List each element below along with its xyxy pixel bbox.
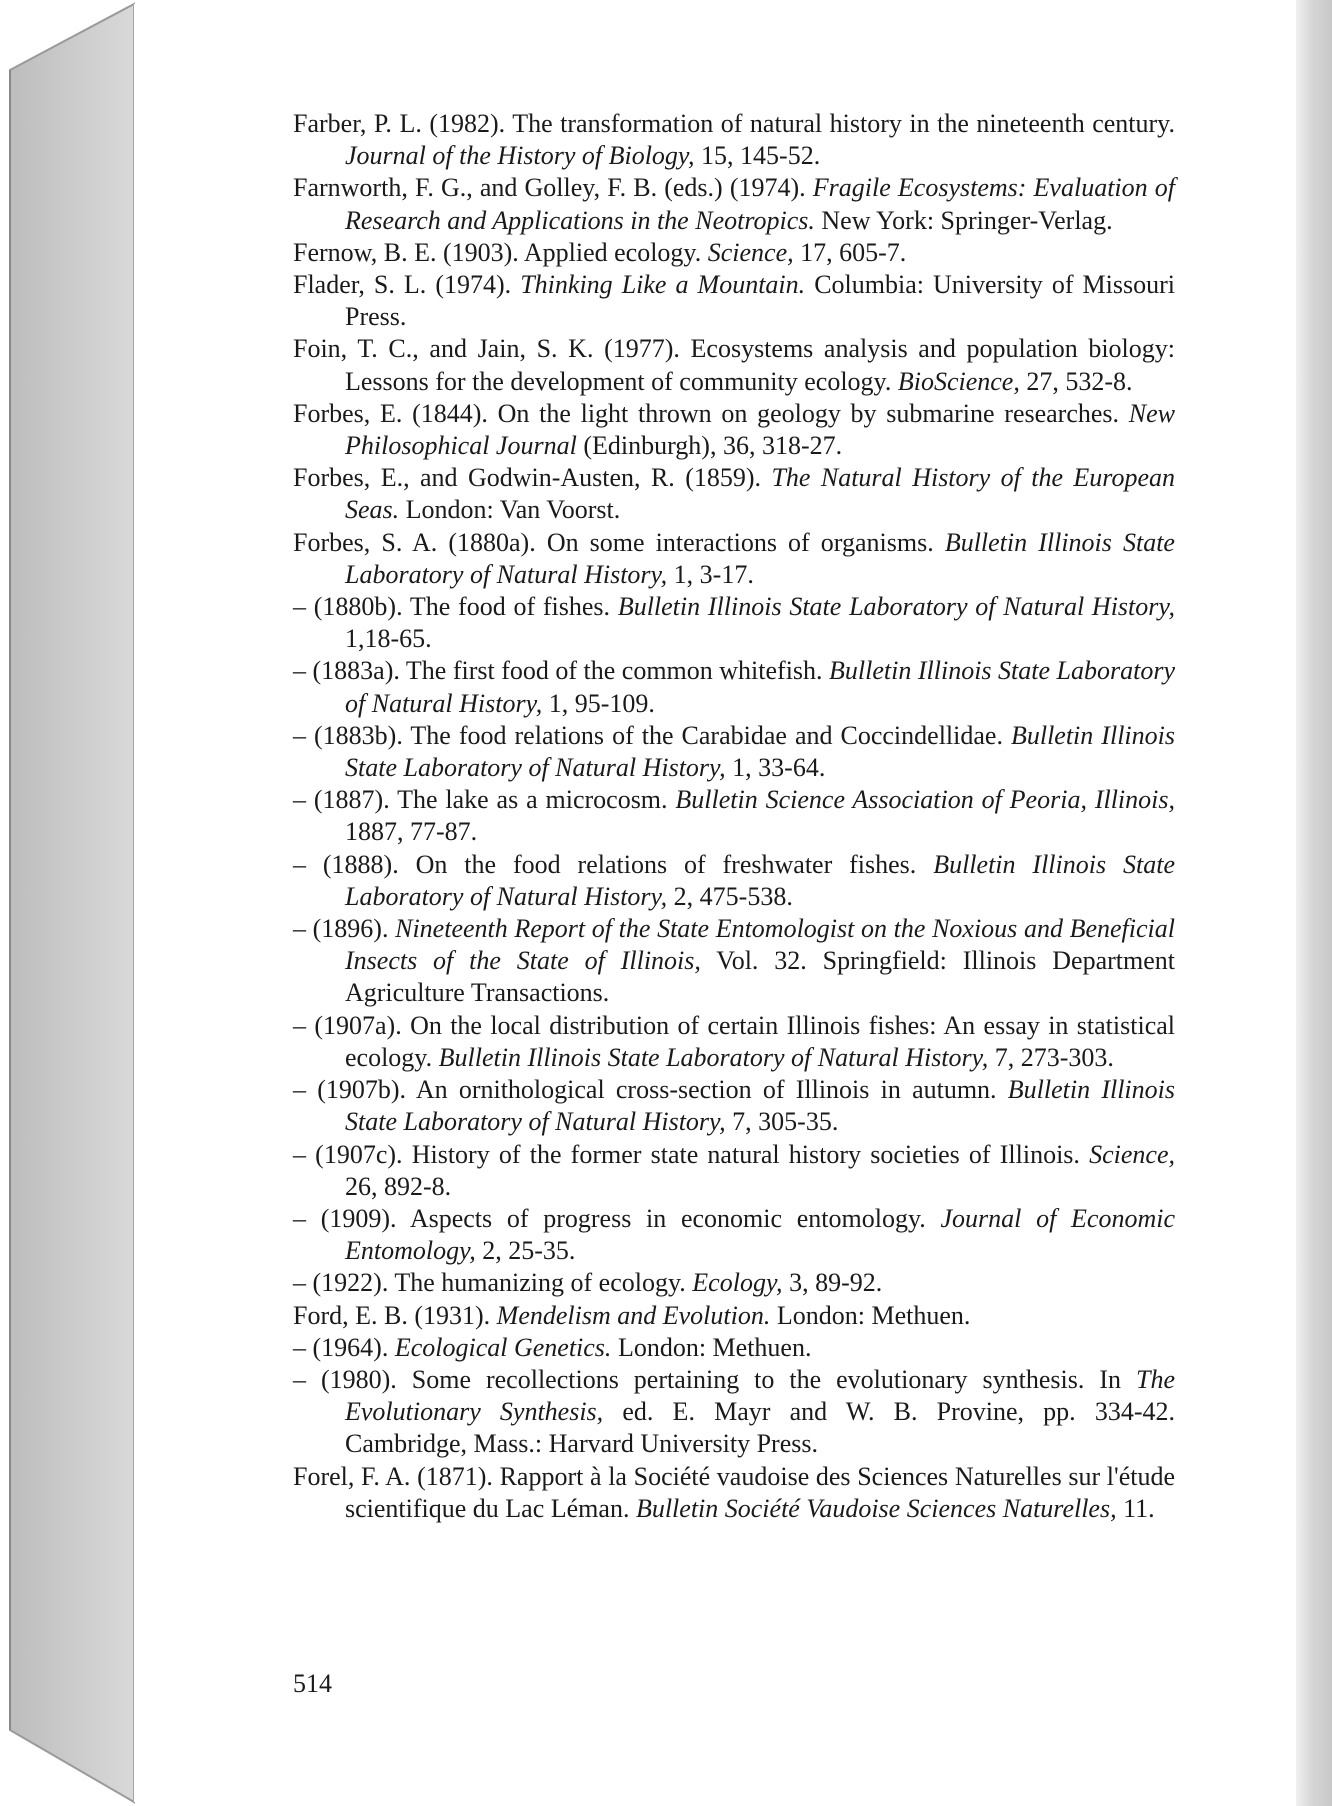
reference-text: – (1896). — [293, 914, 396, 944]
reference-title: Bulletin Illinois State Laboratory of Natural History, — [345, 849, 1175, 911]
page-number: 514 — [293, 1669, 332, 1698]
reference-title: New Philosophical Journal — [345, 398, 1175, 461]
reference-text: Flader, S. L. (1974). — [293, 270, 521, 300]
reference-details: 2, 475-538. — [667, 881, 793, 911]
reference-text: Farnworth, F. G., and Golley, F. B. (eds.) (1974). — [293, 173, 813, 203]
reference-details: ed. E. Mayr and W. B. Provine, pp. 334-42. Cambridge, Mass.: Harvard University Press. — [345, 1397, 1176, 1459]
reference-entry — [293, 1010, 1175, 1074]
reference-text: Forbes, E., and Godwin-Austen, R. (1859). — [293, 463, 772, 493]
reference-text: – (1888). On the food relations of freshwater fishes. — [293, 849, 934, 879]
reference-details: London: Methuen. — [611, 1332, 812, 1362]
reference-text: – (1909). Aspects of progress in economic entomology. — [293, 1203, 941, 1233]
reference-text: – (1907a). On the local distribution of certain Illinois fishes: An essay in statistical ecology. — [293, 1010, 1175, 1072]
reference-entry — [293, 913, 1175, 1010]
reference-title: The Natural History of the European Seas. — [345, 463, 1175, 525]
reference-entry — [293, 655, 1175, 719]
reference-title: Journal of the History of Biology, — [345, 141, 695, 171]
reference-title: Bulletin Science Association of Peoria, Illinois, — [675, 785, 1175, 815]
reference-title: Science, — [707, 237, 794, 267]
reference-entry — [293, 1074, 1175, 1138]
reference-title: Ecological Genetics. — [394, 1332, 612, 1362]
reference-details: 3, 89-92. — [782, 1268, 883, 1298]
reference-title: Bulletin Illinois State Laboratory of Natural History, — [345, 1075, 1175, 1137]
reference-details: London: Van Voorst. — [399, 495, 621, 525]
reference-entry — [293, 1139, 1175, 1203]
reference-title: Nineteenth Report of the State Entomologist on the Noxious and Beneficial Insects of the State of Illinois, — [345, 914, 1175, 976]
reference-entry — [293, 784, 1175, 848]
reference-details: 2, 25-35. — [475, 1236, 576, 1266]
reference-entry — [293, 1267, 1175, 1299]
reference-text: Forbes, S. A. (1880a). On some interactions of organisms. — [293, 527, 945, 557]
reference-text: Fernow, B. E. (1903). Applied ecology. — [293, 237, 708, 267]
reference-text: Farber, P. L. (1982). The transformation of natural history in the nineteenth century. — [293, 109, 1175, 138]
reference-title: Bulletin Illinois State Laboratory of Natural History, — [345, 720, 1175, 783]
reference-details: 1, 3-17. — [667, 559, 754, 589]
reference-text: Foin, T. C., and Jain, S. K. (1977). Ecosystems analysis and population biology: Lessons for the development of community ecology. — [293, 334, 1175, 396]
reference-entry — [293, 527, 1175, 591]
reference-entry — [293, 720, 1175, 784]
reference-text: – (1880b). The food of fishes. — [293, 592, 618, 622]
reference-text: – (1883b). The food relations of the Carabidae and Coccindellidae. — [293, 720, 1011, 750]
reference-details: 1,18-65. — [345, 624, 432, 654]
reference-text: – (1883a). The first food of the common whitefish. — [293, 656, 830, 686]
reference-entry — [293, 237, 1175, 269]
reference-text: – (1907b). An ornithological cross-section of Illinois in autumn. — [293, 1075, 1008, 1105]
reference-title: The Evolutionary Synthesis, — [345, 1364, 1175, 1427]
reference-title: Journal of Economic Entomology, — [345, 1203, 1175, 1266]
reference-text: – (1907c). History of the former state natural history societies of Illinois. — [293, 1139, 1090, 1169]
reference-text: – (1964). — [293, 1332, 395, 1362]
reference-list — [293, 108, 1175, 1525]
reference-details: Columbia: University of Missouri Press. — [345, 270, 1175, 332]
reference-text: Ford, E. B. (1931). — [293, 1300, 497, 1330]
reference-entry — [293, 398, 1175, 462]
reference-details: 1, 95-109. — [542, 688, 655, 718]
reference-details: 17, 605-7. — [793, 237, 907, 267]
reference-details: 27, 532-8. — [1019, 366, 1133, 396]
reference-details: 11. — [1116, 1493, 1155, 1523]
reference-title: Fragile Ecosystems: Evaluation of Research and Applications in the Neotropics. — [345, 173, 1175, 235]
reference-details: 1887, 77-87. — [345, 817, 478, 847]
reference-entry — [293, 269, 1175, 333]
reference-details: (Edinburgh), 36, 318-27. — [576, 431, 843, 461]
reference-title: Bulletin Illinois State Laboratory of Natural History, — [617, 592, 1175, 622]
reference-details: 15, 145-52. — [694, 141, 821, 171]
reference-title: Bulletin Société Vaudoise Sciences Naturelles, — [635, 1493, 1117, 1523]
reference-entry — [293, 849, 1175, 913]
reference-text: – (1980). Some recollections pertaining to the evolutionary synthesis. In — [293, 1364, 1136, 1394]
reference-details: 7, 305-35. — [725, 1107, 839, 1137]
reference-title: Mendelism and Evolution. — [496, 1300, 771, 1330]
reference-details: London: Methuen. — [770, 1300, 971, 1330]
reference-entry — [293, 108, 1175, 172]
reference-text: – (1922). The humanizing of ecology. — [293, 1268, 693, 1298]
reference-details: 7, 273-303. — [988, 1042, 1114, 1072]
reference-title: Ecology, — [692, 1268, 783, 1298]
reference-details: 1, 33-64. — [725, 753, 826, 783]
reference-title: Bulletin Illinois State Laboratory of Natural History, — [438, 1042, 989, 1072]
reference-text: Forbes, E. (1844). On the light thrown on geology by submarine researches. — [293, 398, 1129, 428]
reference-entry — [293, 462, 1175, 526]
reference-details: 26, 892-8. — [345, 1171, 452, 1201]
reference-title: Bulletin Illinois State Laboratory of Natural History, — [345, 656, 1175, 718]
reference-entry — [293, 591, 1175, 655]
reference-text: – (1887). The lake as a microcosm. — [293, 785, 676, 815]
reference-title: Science, — [1089, 1139, 1175, 1169]
reference-entry — [293, 1364, 1175, 1461]
reference-entry — [293, 172, 1175, 236]
reference-details: Vol. 32. Springfield: Illinois Department Agriculture Transactions. — [345, 946, 1175, 1008]
reference-entry — [293, 1461, 1175, 1525]
reference-title: Bulletin Illinois State Laboratory of Natural History, — [345, 527, 1175, 589]
reference-title: Thinking Like a Mountain. — [520, 270, 806, 300]
reference-entry — [293, 1203, 1175, 1267]
reference-entry — [293, 1332, 1175, 1364]
page-edge-shadow — [1296, 0, 1332, 1806]
reference-title: BioScience, — [897, 366, 1020, 396]
reference-entry — [293, 333, 1175, 397]
reference-entry — [293, 1300, 1175, 1332]
reference-details: New York: Springer-Verlag. — [814, 205, 1113, 235]
reference-text: Forel, F. A. (1871). Rapport à la Société vaudoise des Sciences Naturelles sur l'étude scientifique du Lac Léman. — [293, 1461, 1175, 1523]
